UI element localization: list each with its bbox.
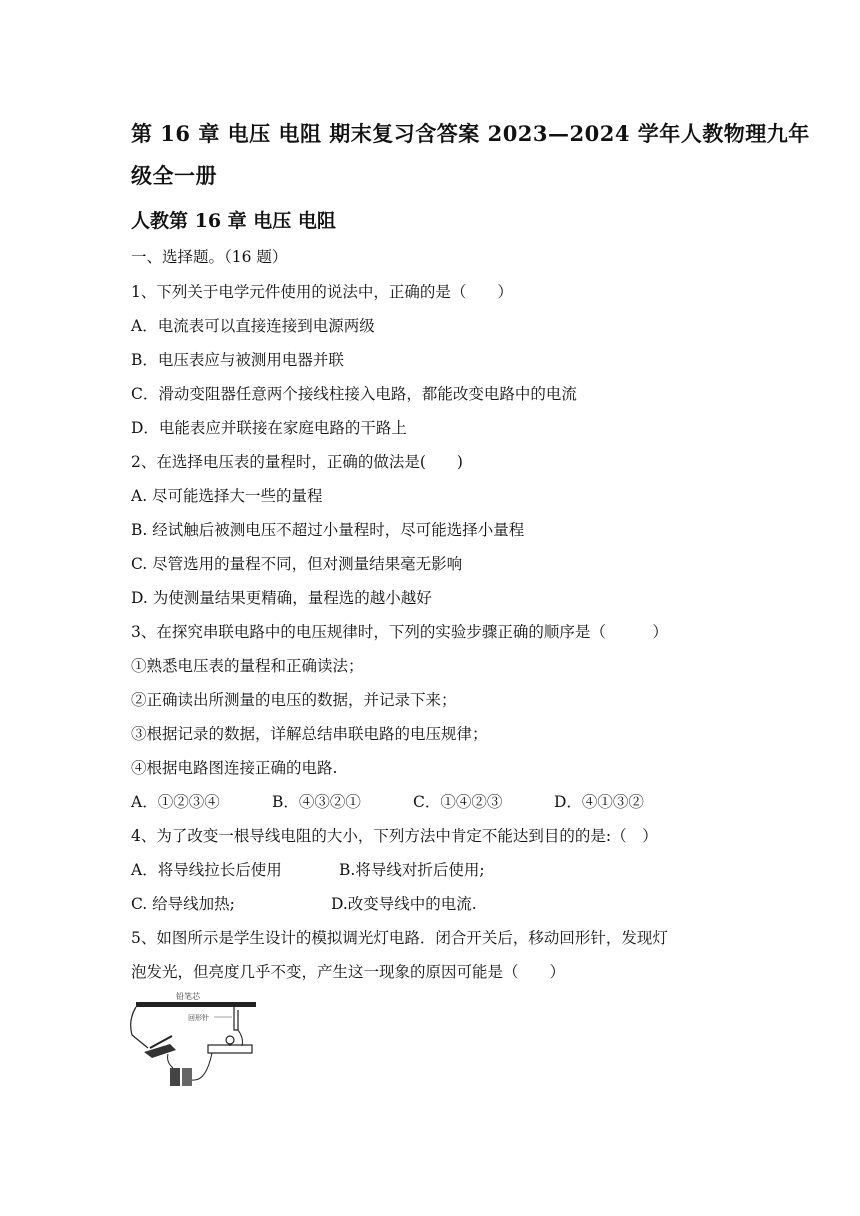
q1-option-a: A．电流表可以直接连接到电源两级 <box>131 317 375 335</box>
q3-step-3: ③根据记录的数据，详解总结串联电路的电压规律； <box>131 725 488 743</box>
q4-stem: 4、为了改变一根导线电阻的大小，下列方法中肯定不能达到目的的是:（ ） <box>131 827 658 845</box>
q3-option-b: B．④③②① <box>272 793 361 811</box>
q3-option-c: C．①④②③ <box>413 793 503 811</box>
q2-stem: 2、在选择电压表的量程时，正确的做法是( ) <box>131 453 463 471</box>
q2-option-a: A. 尽可能选择大一些的量程 <box>131 487 323 505</box>
q4-option-d: D.改变导线中的电流. <box>331 895 477 913</box>
doc-subtitle: 人教第 16 章 电压 电阻 <box>131 210 336 232</box>
q2-option-c: C. 尽管选用的量程不同，但对测量结果毫无影响 <box>131 555 463 573</box>
q2-option-b: B. 经试触后被测电压不超过小量程时，尽可能选择小量程 <box>131 521 525 539</box>
q3-option-a: A．①②③④ <box>131 793 220 811</box>
q5-stem-line2: 泡发光，但亮度几乎不变，产生这一现象的原因可能是（ ） <box>131 963 566 981</box>
pencil-lead <box>136 1002 256 1007</box>
q3-stem: 3、在探究串联电路中的电压规律时，下列的实验步骤正确的顺序是（ ） <box>131 623 668 641</box>
battery-icon-2 <box>182 1068 192 1086</box>
q1-option-b: B．电压表应与被测用电器并联 <box>131 351 344 369</box>
q1-option-d: D．电能表应并联接在家庭电路的干路上 <box>131 419 407 437</box>
q1-option-c: C．滑动变阻器任意两个接线柱接入电路，都能改变电路中的电流 <box>131 385 577 403</box>
lamp-base <box>208 1045 252 1053</box>
doc-title-line2: 级全一册 <box>131 163 217 188</box>
pencil-lead-label: 铅笔芯 <box>176 992 200 1001</box>
q4-option-a: A．将导线拉长后使用 <box>131 861 282 879</box>
switch-icon <box>144 1044 176 1058</box>
q3-step-2: ②正确读出所测量的电压的数据，并记录下来； <box>131 691 457 709</box>
battery-icon <box>170 1068 180 1086</box>
q3-option-d: D．④①③② <box>554 793 644 811</box>
circuit-diagram <box>126 990 266 1090</box>
q3-step-1: ①熟悉电压表的量程和正确读法； <box>131 657 364 675</box>
q3-step-4: ④根据电路图连接正确的电路. <box>131 759 338 777</box>
bulb-icon <box>226 1036 234 1044</box>
paperclip-label: 回形针 <box>188 1014 209 1022</box>
q4-option-c: C. 给导线加热; <box>131 895 235 913</box>
section-heading: 一、选择题。（16 题） <box>131 248 288 266</box>
q5-stem-line1: 5、如图所示是学生设计的模拟调光灯电路．闭合开关后，移动回形针，发现灯 <box>131 929 668 947</box>
doc-title-line1: 第 16 章 电压 电阻 期末复习含答案 2023—2024 学年人教物理九年 <box>131 121 810 146</box>
paperclip-icon <box>234 1007 238 1030</box>
q1-stem: 1、下列关于电学元件使用的说法中，正确的是（ ） <box>131 283 513 301</box>
q4-option-b: B.将导线对折后使用; <box>339 861 485 879</box>
q2-option-d: D. 为使测量结果更精确，量程选的越小越好 <box>131 589 432 607</box>
